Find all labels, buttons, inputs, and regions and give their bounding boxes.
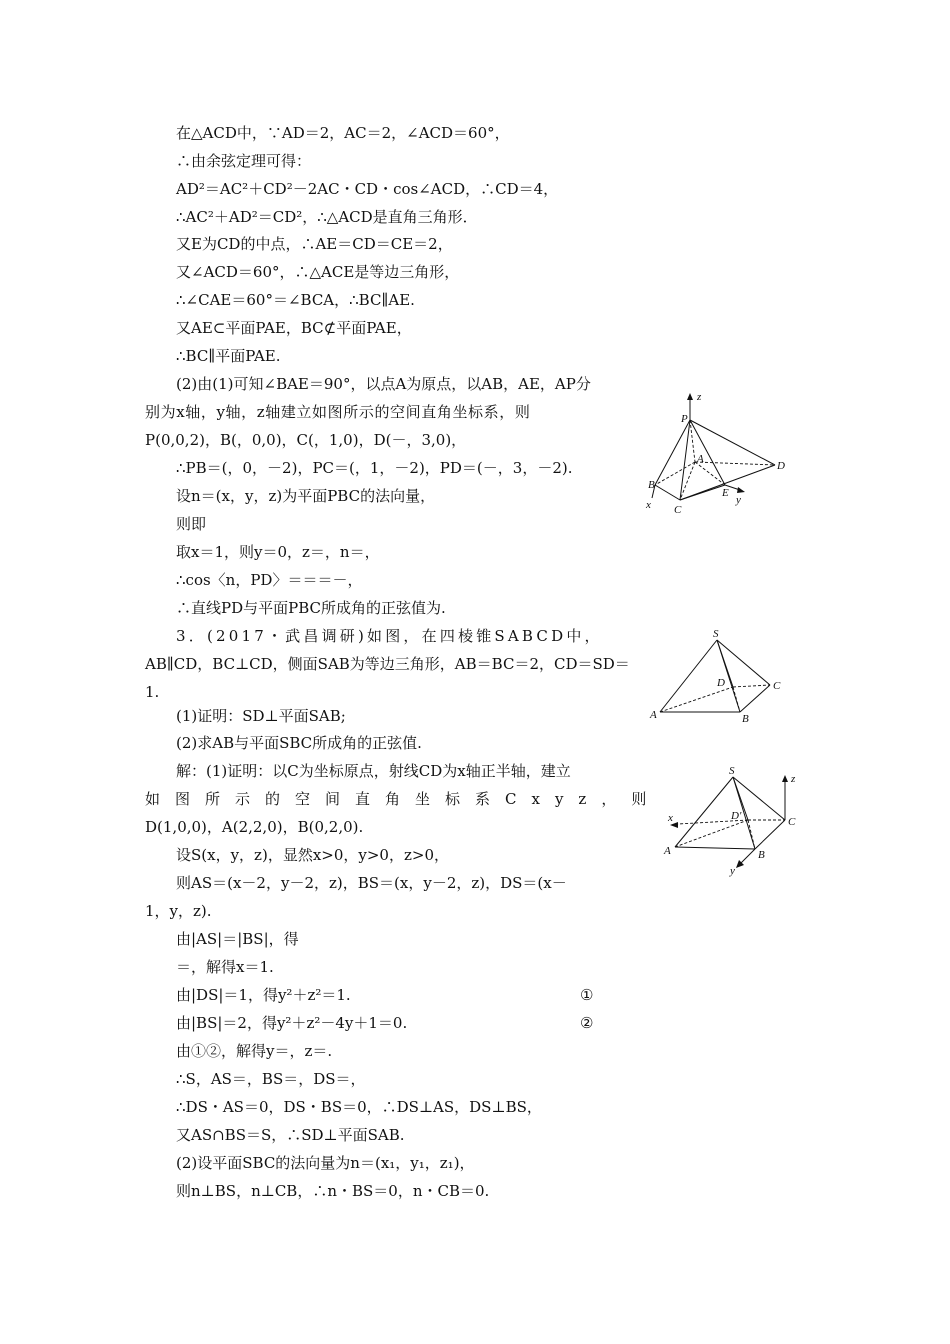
text-line: AD²＝AC²＋CD²－2AC・CD・cos∠ACD，∴CD＝4，: [176, 180, 559, 198]
vertex-label: D: [777, 460, 785, 472]
text-line: ∴cos〈n，PD〉＝＝＝－，: [176, 571, 363, 589]
text-line: 又E为CD的中点，∴AE＝CD＝CE＝2，: [176, 235, 453, 253]
axis-label: y: [730, 865, 735, 877]
text-line: 由|BS|＝2，得y²＋z²－4y＋1＝0.: [176, 1014, 408, 1032]
text-line: 1.: [145, 683, 160, 701]
vertex-label: A: [650, 709, 657, 721]
text-line: (2)设平面SBC的法向量为n＝(x₁，y₁，z₁)，: [176, 1154, 475, 1172]
pyramid-sabcd-figure: [645, 625, 795, 725]
text-line: 又AS∩BS＝S，∴SD⊥平面SAB.: [176, 1126, 405, 1144]
text-line: 取x＝1，则y＝0，z＝，n＝，: [176, 543, 380, 561]
text-line: 则AS＝(x－2，y－2，z)，BS＝(x，y－2，z)，DS＝(x－: [176, 874, 567, 892]
vertex-label: S: [713, 628, 719, 640]
text-line: ∴∠CAE＝60°＝∠BCA，∴BC∥AE.: [176, 291, 415, 309]
vertex-label: D: [717, 677, 725, 689]
text-line: ∴PB＝(，0，－2)，PC＝(，1，－2)，PD＝(－，3，－2).: [176, 459, 573, 477]
text-line: D(1,0,0)，A(2,2,0)，B(0,2,0).: [145, 818, 364, 836]
axis-label: z: [791, 773, 796, 785]
vertex-label: E: [722, 487, 729, 499]
equation-marker: ②: [580, 1014, 594, 1032]
vertex-label: C: [788, 816, 796, 828]
pyramid-coordinate-figure: [660, 762, 810, 877]
vertex-label: C: [674, 504, 682, 516]
vertex-label: D': [731, 810, 742, 822]
text-line: 由①②，解得y＝，z＝.: [176, 1042, 333, 1060]
axis-label: x: [646, 499, 651, 511]
text-line: 1，y，z).: [145, 902, 212, 920]
vertex-label: S: [729, 765, 735, 777]
text-line: ∴直线PD与平面PBC所成角的正弦值为.: [176, 599, 446, 617]
text-line: 解：(1)证明：以C为坐标原点，射线CD为x轴正半轴，建立: [176, 762, 571, 780]
vertex-label: B: [648, 479, 655, 491]
text-line: ∴BC∥平面PAE.: [176, 347, 281, 365]
text-line: AB∥CD，BC⊥CD，侧面SAB为等边三角形，AB＝BC＝2，CD＝SD＝: [145, 655, 630, 673]
axis-label: x: [668, 812, 673, 824]
vertex-label: A: [664, 845, 671, 857]
text-line: 设S(x，y，z)，显然x>0，y>0，z>0，: [176, 846, 449, 864]
text-line: 又∠ACD＝60°，∴△ACE是等边三角形，: [176, 263, 460, 281]
text-line: 由|DS|＝1，得y²＋z²＝1.: [176, 986, 351, 1004]
equation-marker: ①: [580, 986, 594, 1004]
text-line: P(0,0,2)，B(，0,0)，C(，1,0)，D(－，3,0)，: [145, 431, 467, 449]
vertex-label: P: [681, 413, 688, 425]
vertex-label: B: [758, 849, 765, 861]
text-line: 设n＝(x，y，z)为平面PBC的法向量，: [176, 487, 436, 505]
text-line: 在△ACD中，∵AD＝2，AC＝2，∠ACD＝60°，: [176, 124, 510, 142]
pyramid-coordinate-figure: [640, 390, 800, 515]
text-line: (2)求AB与平面SBC所成角的正弦值.: [176, 734, 422, 752]
text-line: 则n⊥BS，n⊥CB，∴n・BS＝0，n・CB＝0.: [176, 1182, 490, 1200]
text-line: ∴由余弦定理可得：: [176, 152, 312, 170]
text-line: ＝，解得x＝1.: [176, 958, 274, 976]
text-line: (2)由(1)可知∠BAE＝90°，以点A为原点，以AB，AE，AP分: [176, 375, 591, 393]
text-line: ∴S，AS＝，BS＝，DS＝，: [176, 1070, 366, 1088]
vertex-label: B: [742, 713, 749, 725]
text-line: 由|AS|＝|BS|，得: [176, 930, 299, 948]
problem-heading: 3．(2017・武昌调研)如图，在四棱锥SABCD中，: [176, 627, 603, 645]
text-line: 别为x轴，y轴，z轴建立如图所示的空间直角坐标系，则: [145, 403, 531, 421]
vertex-label: A: [697, 453, 704, 465]
text-line: ∴AC²＋AD²＝CD²，∴△ACD是直角三角形．: [176, 208, 478, 226]
text-line: ∴DS・AS＝0，DS・BS＝0，∴DS⊥AS，DS⊥BS，: [176, 1098, 542, 1116]
text-line: (1)证明：SD⊥平面SAB;: [176, 707, 346, 725]
text-line: 又AE⊂平面PAE，BC⊄平面PAE，: [176, 319, 412, 337]
text-line: 如图所示的空间直角坐标系Cxyz，则: [145, 790, 662, 808]
vertex-label: C: [773, 680, 781, 692]
text-line: 则即: [176, 515, 207, 533]
axis-label: z: [697, 391, 702, 403]
axis-label: y: [736, 494, 741, 506]
